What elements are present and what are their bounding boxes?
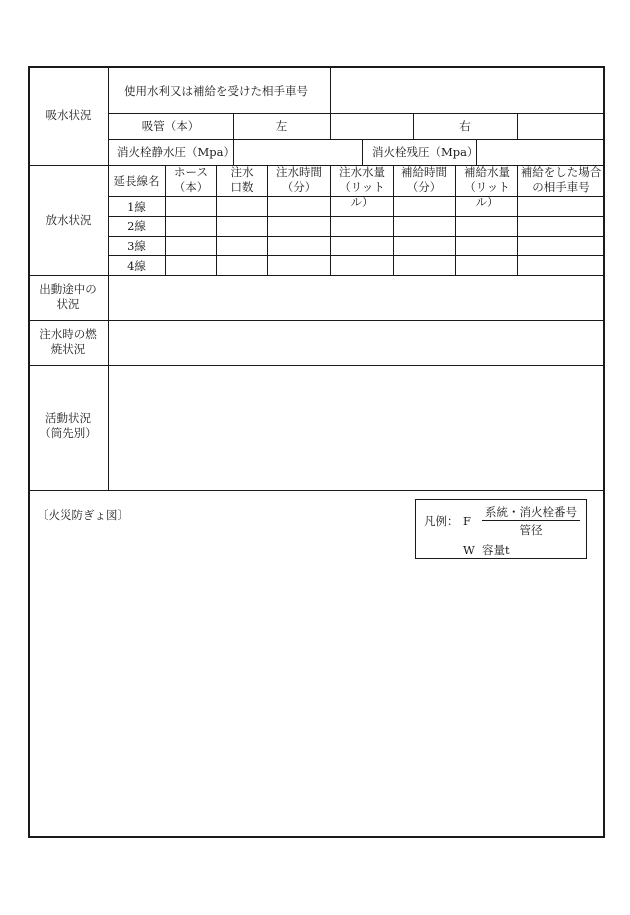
row-label-line-1: 1線 <box>127 200 146 214</box>
suction-row1-divider <box>330 67 331 113</box>
frame-right <box>603 66 605 838</box>
divider-activity-bottom <box>29 490 604 491</box>
header-line-name: 延長線名 <box>113 174 160 188</box>
frame-bottom <box>28 836 605 838</box>
right-label: 右 <box>459 119 471 133</box>
discharge-row1-bottom <box>108 216 604 217</box>
row-label-line-2: 2線 <box>127 219 146 233</box>
diagram-title: 〔火災防ぎょ図〕 <box>37 508 129 522</box>
legend-f-denominator: 管径 <box>519 523 543 537</box>
discharge-col-divider <box>393 165 394 275</box>
discharge-col-divider <box>267 165 268 275</box>
legend-fraction-line <box>482 520 580 521</box>
suction-row2-divider-d <box>517 113 518 139</box>
header-supply-volume: 補給水量（リットル） <box>464 165 510 209</box>
residual-pressure-label: 消火栓残圧（Mpa） <box>372 145 479 159</box>
row-label-line-3: 3線 <box>127 239 146 253</box>
header-hose-count: ホース（本） <box>173 165 209 194</box>
legend-w-symbol: W <box>463 543 475 557</box>
suction-row3-divider-b <box>362 139 363 165</box>
discharge-col-divider <box>216 165 217 275</box>
discharge-col-divider <box>165 165 166 275</box>
frame-left <box>28 66 30 838</box>
header-discharge-time: 注水時間（分） <box>276 165 322 194</box>
discharge-section-label: 放水状況 <box>45 213 92 227</box>
suction-section-label: 吸水状況 <box>45 108 92 122</box>
legend-f-numerator: 系統・消火栓番号 <box>485 505 577 519</box>
water-source-label: 使用水利又は補給を受けた相手車号 <box>124 84 308 98</box>
row-label-line-4: 4線 <box>127 259 146 273</box>
header-nozzle-count: 注水口数 <box>230 165 254 194</box>
legend-box <box>415 499 587 559</box>
activity-status-label: 活動状況（筒先別） <box>39 411 97 440</box>
frame-top <box>28 66 605 68</box>
static-pressure-label: 消火栓静水圧（Mpa） <box>117 145 235 159</box>
suction-row2-divider-b <box>330 113 331 139</box>
discharge-row3-bottom <box>108 255 604 256</box>
burning-status-label: 注水時の燃焼状況 <box>39 327 97 356</box>
en-route-label: 出動途中の状況 <box>39 282 97 311</box>
suction-pipe-label: 吸管（本） <box>141 119 200 133</box>
header-supply-time: 補給時間（分） <box>401 165 447 194</box>
header-discharge-volume: 注水水量（リットル） <box>339 165 385 209</box>
divider-burning-bottom <box>29 365 604 366</box>
divider-enroute-bottom <box>29 320 604 321</box>
left-label: 左 <box>275 119 288 133</box>
suction-row1-bottom <box>108 113 604 114</box>
discharge-row2-bottom <box>108 236 604 237</box>
legend-f-symbol: F <box>463 514 471 528</box>
divider-discharge-bottom <box>29 275 604 276</box>
legend-w-label: 容量t <box>482 543 510 557</box>
legend-prefix: 凡例： <box>424 514 459 528</box>
header-supply-vehicle: 補給をした場合の相手車号 <box>520 165 602 194</box>
suction-row2-bottom <box>108 139 604 140</box>
